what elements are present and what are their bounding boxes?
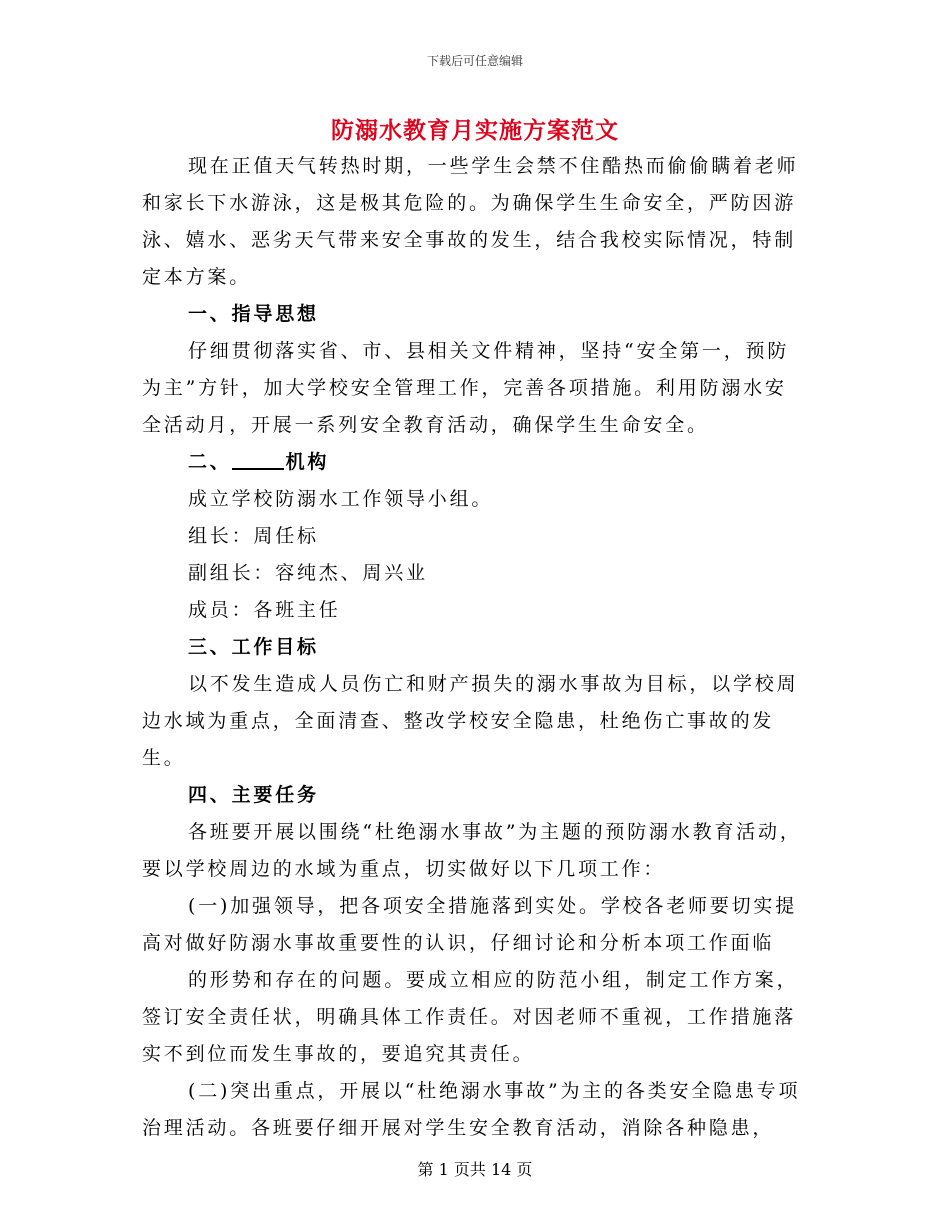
section-heading-3: 三、工作目标 xyxy=(188,636,319,658)
main-tasks-paragraph: 各班要开展以围绕“杜绝溺水事故”为主题的预防溺水教育活动，要以学校周边的水域为重点，切实做好以下几项工作： xyxy=(142,821,802,880)
vice-leader-line: 副组长：容纯杰、周兴业 xyxy=(188,562,428,584)
section-heading-4: 四、主要任务 xyxy=(188,784,319,806)
document-body xyxy=(142,148,808,1147)
section-heading-1: 一、指导思想 xyxy=(188,303,319,325)
section-heading-2-text: 机构 xyxy=(285,451,330,473)
section-heading-2-number: 二、 xyxy=(188,451,232,473)
header-note: 下载后可任意编辑 xyxy=(426,54,523,68)
page-footer: 第 1 页共 14 页 xyxy=(417,1160,533,1179)
task-1-continued-paragraph: 的形势和存在的问题。要成立相应的防范小组，制定工作方案，签订安全责任状，明确具体工作责任。对因老师不重视，工作措施落实不到位而发生事故的，要追究其责任。 xyxy=(142,969,799,1065)
task-1-paragraph: (一)加强领导，把各项安全措施落到实处。学校各老师要切实提高对做好防溺水事故重要性的认识，仔细讨论和分析本项工作面临 xyxy=(142,895,798,954)
guiding-thought-paragraph: 仔细贯彻落实省、市、县相关文件精神，坚持“安全第一，预防为主”方针，加大学校安全管理工作，完善各项措施。利用防溺水安全活动月，开展一系列安全教育活动，确保学生生命安全。 xyxy=(142,340,790,436)
blank-underline xyxy=(232,448,284,470)
members-line: 成员：各班主任 xyxy=(188,599,341,621)
task-2-paragraph: (二)突出重点，开展以“杜绝溺水事故”为主的各类安全隐患专项治理活动。各班要仔细开展对学生安全教育活动，消除各种隐患， xyxy=(142,1080,801,1139)
document-title: 防溺水教育月实施方案范文 xyxy=(331,117,619,144)
organization-paragraph: 成立学校防溺水工作领导小组。 xyxy=(188,488,494,510)
section-heading-2 xyxy=(142,444,808,481)
work-goal-paragraph: 以不发生造成人员伤亡和财产损失的溺水事故为目标，以学校周边水域为重点，全面清查、整改学校安全隐患，杜绝伤亡事故的发生。 xyxy=(142,673,799,769)
intro-paragraph: 现在正值天气转热时期，一些学生会禁不住酷热而偷偷瞒着老师和家长下水游泳，这是极其危险的。为确保学生生命安全，严防因游泳、嬉水、恶劣天气带来安全事故的发生，结合我校实际情况，特制定本方案。 xyxy=(142,155,799,288)
leader-line: 组长：周任标 xyxy=(188,525,319,547)
